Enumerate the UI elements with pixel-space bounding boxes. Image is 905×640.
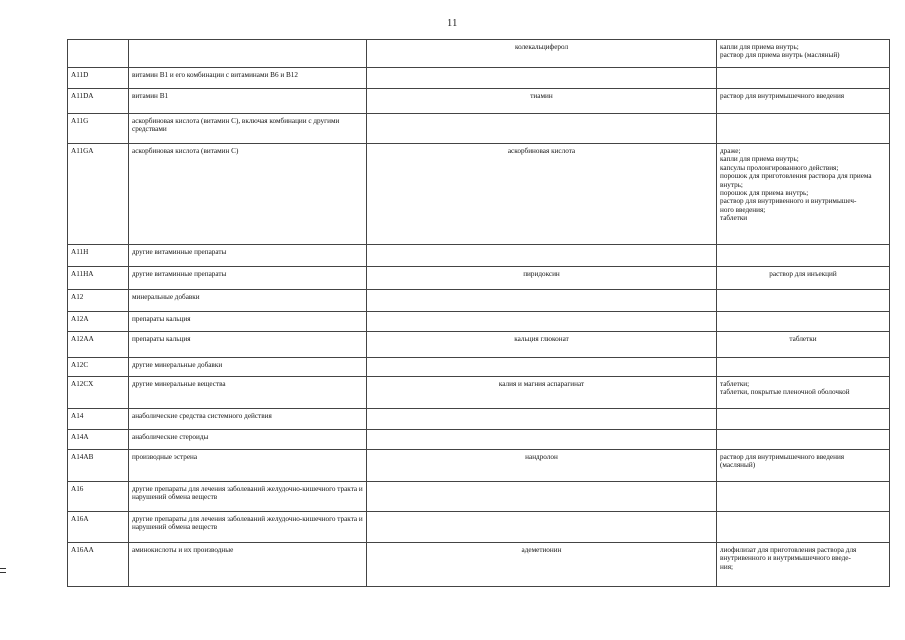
anatomical-group-cell: другие минеральные вещества [129,377,367,409]
dosage-form-cell: раствор для внутримышечного введения (масляный) [717,450,890,482]
dosage-form-cell: раствор для инъекций [717,267,890,290]
table-row [68,358,890,377]
atc-code-cell: A16A [68,512,129,543]
anatomical-group-cell: анаболические средства системного действия [129,409,367,430]
atc-code-cell: A12A [68,312,129,332]
anatomical-group-cell: другие витаминные препараты [129,245,367,267]
table-row [68,290,890,312]
anatomical-group-cell: аскорбиновая кислота (витамин C) [129,144,367,245]
anatomical-group-cell: витамин B1 и его комбинации с витаминами B6 и B12 [129,68,367,89]
substance-cell [367,512,717,543]
substance-cell [367,68,717,89]
dosage-form-cell: таблетки [717,332,890,358]
atc-code-cell: A11GA [68,144,129,245]
anatomical-group-cell: препараты кальция [129,332,367,358]
substance-cell [367,409,717,430]
dosage-form-cell [717,114,890,144]
dosage-form-cell: лиофилизат для приготовления раствора для внутривенного и внутримышечного введе- ния; [717,543,890,587]
table-row [68,430,890,450]
table-row [68,543,890,587]
substance-cell [367,482,717,512]
table-row [68,144,890,245]
anatomical-group-cell: другие минеральные добавки [129,358,367,377]
substance-cell: калия и магния аспарагинат [367,377,717,409]
substance-cell: кальция глюконат [367,332,717,358]
anatomical-group-cell: анаболические стероиды [129,430,367,450]
dosage-form-cell [717,482,890,512]
atc-code-cell: A11D [68,68,129,89]
atc-code-cell: A14AB [68,450,129,482]
atc-code-cell: A11G [68,114,129,144]
table-row [68,312,890,332]
table-row [68,332,890,358]
dosage-form-cell [717,312,890,332]
table-row [68,450,890,482]
atc-code-cell: A16AA [68,543,129,587]
dosage-form-cell: таблетки; таблетки, покрытые пленочной оболочкой [717,377,890,409]
anatomical-group-cell: другие препараты для лечения заболеваний желудочно-кишечного тракта и нарушений обмена веществ [129,482,367,512]
atc-code-cell: A12C [68,358,129,377]
substance-cell [367,245,717,267]
substance-cell: аскорбиновая кислота [367,144,717,245]
dosage-form-cell [717,245,890,267]
table-row [68,114,890,144]
table-row [68,409,890,430]
dosage-form-cell: капли для приема внутрь; раствор для приема внутрь (масляный) [717,40,890,68]
anatomical-group-cell: другие витаминные препараты [129,267,367,290]
anatomical-group-cell: аминокислоты и их производные [129,543,367,587]
atc-code-cell: A14 [68,409,129,430]
table-row [68,512,890,543]
atc-code-cell [68,40,129,68]
anatomical-group-cell [129,40,367,68]
dosage-form-cell [717,512,890,543]
dosage-form-cell: драже; капли для приема внутрь; капсулы пролонгированного действия; порошок для приготовления раствора для приема внутрь; порошок для приема внутрь; раствор для внутривенного и внутримышеч- ного введения; таблетки [717,144,890,245]
atc-code-cell: A12 [68,290,129,312]
dosage-form-cell [717,409,890,430]
dosage-form-cell [717,358,890,377]
substance-cell [367,114,717,144]
dosage-form-cell: раствор для внутримышечного введения [717,89,890,114]
table-row [68,377,890,409]
atc-code-cell: A12CX [68,377,129,409]
substance-cell: тиамин [367,89,717,114]
dosage-form-cell [717,68,890,89]
table-row [68,245,890,267]
substance-cell: адеметионин [367,543,717,587]
page-number: 11 [447,18,458,29]
page-edge-mark [0,568,6,573]
anatomical-group-cell: минеральные добавки [129,290,367,312]
table-row [68,89,890,114]
anatomical-group-cell: аскорбиновая кислота (витамин C), включая комбинации с другими средствами [129,114,367,144]
anatomical-group-cell: витамин B1 [129,89,367,114]
substance-cell [367,358,717,377]
anatomical-group-cell: производные эстрена [129,450,367,482]
substance-cell: пиридоксин [367,267,717,290]
dosage-form-cell [717,430,890,450]
substance-cell [367,290,717,312]
atc-code-cell: A16 [68,482,129,512]
atc-code-cell: A11HA [68,267,129,290]
atc-code-cell: A12AA [68,332,129,358]
substance-cell [367,312,717,332]
medicines-table [67,39,890,587]
substance-cell: колекальциферол [367,40,717,68]
table-body [68,40,890,587]
substance-cell [367,430,717,450]
table-row [68,267,890,290]
atc-code-cell: A14A [68,430,129,450]
dosage-form-cell [717,290,890,312]
anatomical-group-cell: другие препараты для лечения заболеваний желудочно-кишечного тракта и нарушений обмена веществ [129,512,367,543]
table-row [68,68,890,89]
substance-cell: нандролон [367,450,717,482]
table-row [68,40,890,68]
table-row [68,482,890,512]
atc-code-cell: A11DA [68,89,129,114]
anatomical-group-cell: препараты кальция [129,312,367,332]
atc-code-cell: A11H [68,245,129,267]
